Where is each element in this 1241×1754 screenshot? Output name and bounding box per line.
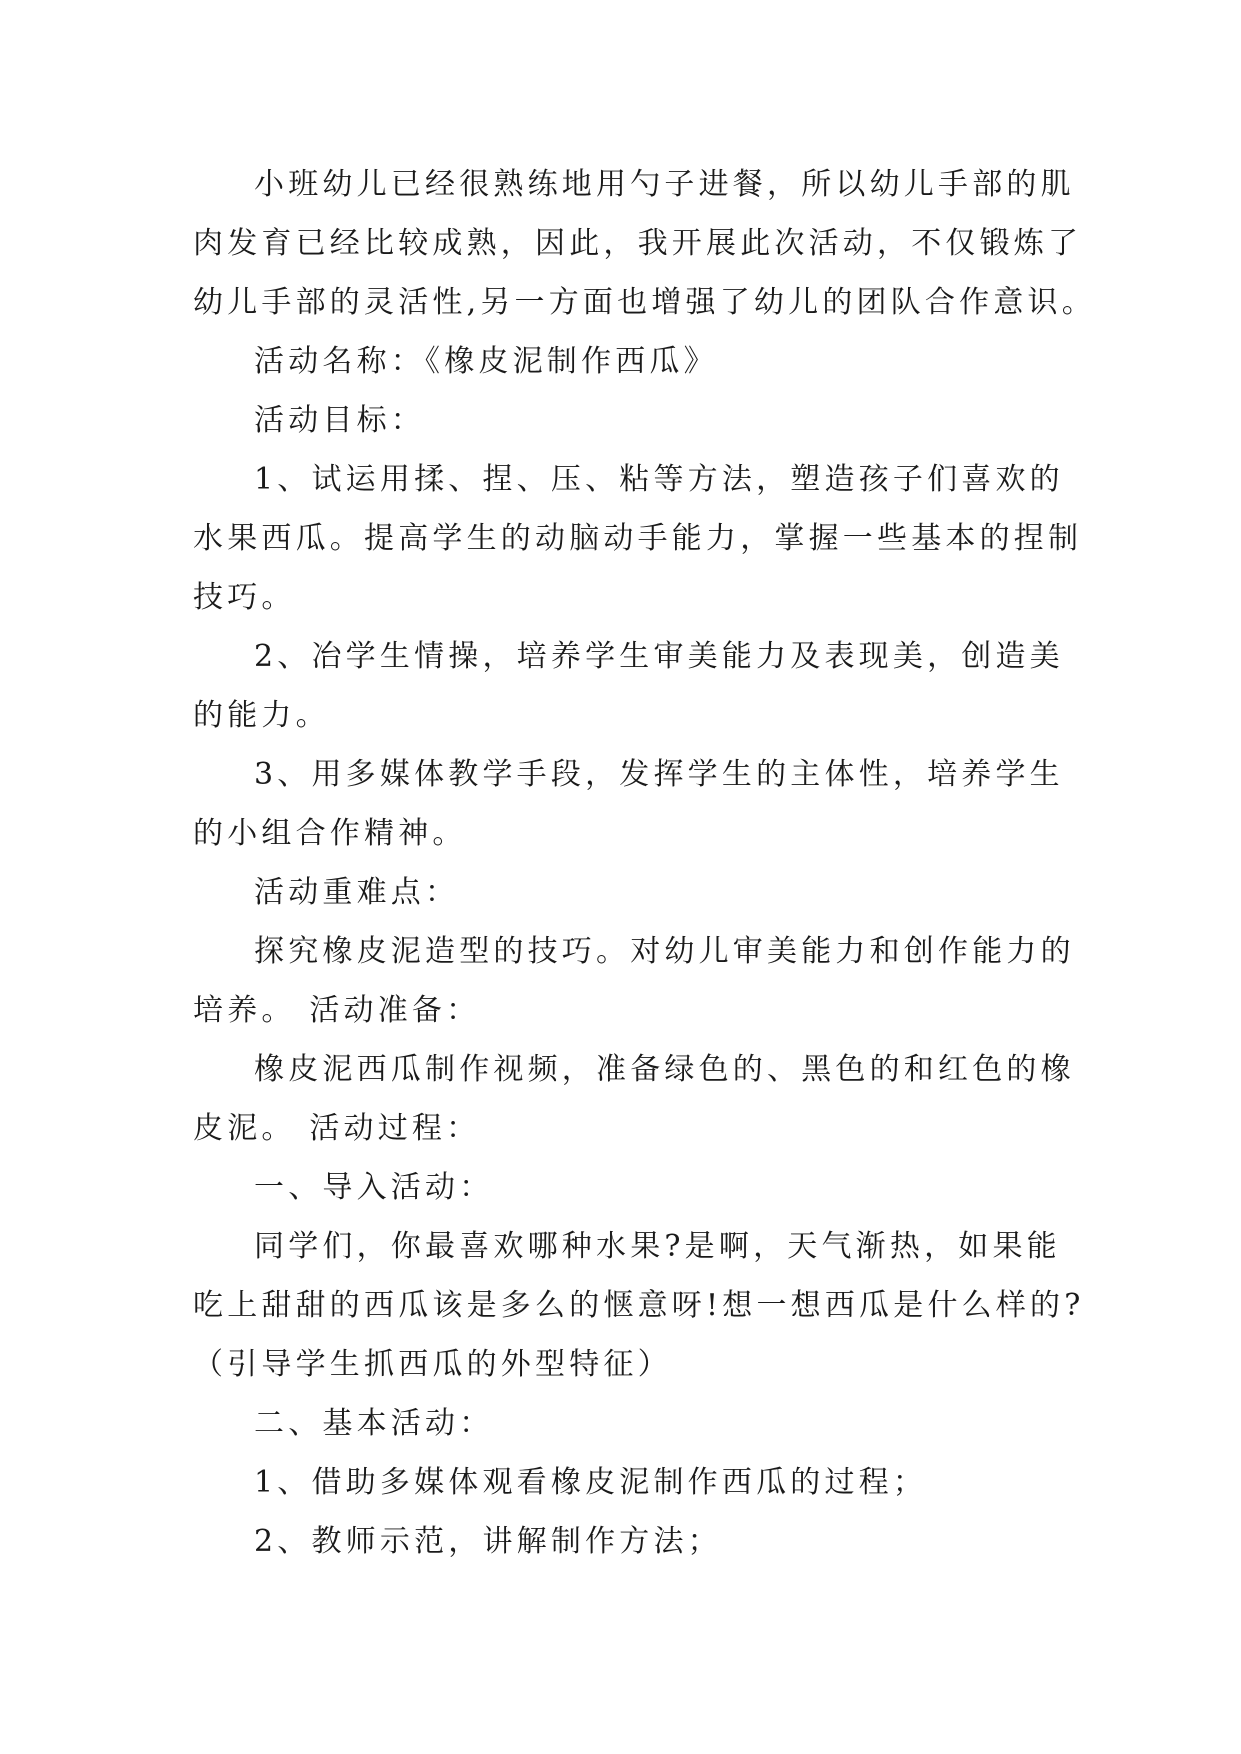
basic-activity-step-2: 2、教师示范，讲解制作方法； — [254, 1524, 722, 1559]
preparation-line-1: 橡皮泥西瓜制作视频，准备绿色的、黑色的和红色的橡 — [254, 1052, 1075, 1087]
preparation-line-2: 皮泥。 活动过程： — [193, 1111, 481, 1146]
heading-activity-goals: 活动目标： — [254, 403, 425, 438]
heading-key-points: 活动重难点： — [254, 875, 460, 910]
paragraph-intro-line-3: 幼儿手部的灵活性,另一方面也增强了幼儿的团队合作意识。 — [193, 285, 1096, 320]
activity-name: 活动名称：《橡皮泥制作西瓜》 — [254, 344, 718, 379]
key-points-line-1: 探究橡皮泥造型的技巧。对幼儿审美能力和创作能力的 — [254, 934, 1075, 969]
introduction-line-2: 吃上甜甜的西瓜该是多么的惬意呀!想一想西瓜是什么样的? — [193, 1288, 1085, 1323]
basic-activity-step-1: 1、借助多媒体观看橡皮泥制作西瓜的过程； — [254, 1465, 928, 1500]
goal-1-line-3: 技巧。 — [193, 580, 296, 615]
paragraph-intro-line-1: 小班幼儿已经很熟练地用勺子进餐，所以幼儿手部的肌 — [254, 167, 1075, 202]
goal-2-line-2: 的能力。 — [193, 698, 330, 733]
paragraph-intro-line-2: 肉发育已经比较成熟，因此，我开展此次活动，不仅锻炼了 — [193, 226, 1083, 261]
goal-3-line-1: 3、用多媒体教学手段，发挥学生的主体性，培养学生 — [254, 757, 1064, 792]
introduction-line-1: 同学们，你最喜欢哪种水果?是啊，天气渐热，如果能 — [254, 1229, 1061, 1264]
key-points-line-2: 培养。 活动准备： — [193, 993, 481, 1028]
goal-2-line-1: 2、冶学生情操，培养学生审美能力及表现美，创造美 — [254, 639, 1064, 674]
goal-1-line-2: 水果西瓜。提高学生的动脑动手能力，掌握一些基本的捏制 — [193, 521, 1083, 556]
heading-introduction: 一、导入活动： — [254, 1170, 494, 1205]
introduction-line-3: （引导学生抓西瓜的外型特征） — [193, 1347, 672, 1382]
goal-1-line-1: 1、试运用揉、捏、压、粘等方法，塑造孩子们喜欢的 — [254, 462, 1064, 497]
heading-basic-activity: 二、基本活动： — [254, 1406, 494, 1441]
goal-3-line-2: 的小组合作精神。 — [193, 816, 467, 851]
